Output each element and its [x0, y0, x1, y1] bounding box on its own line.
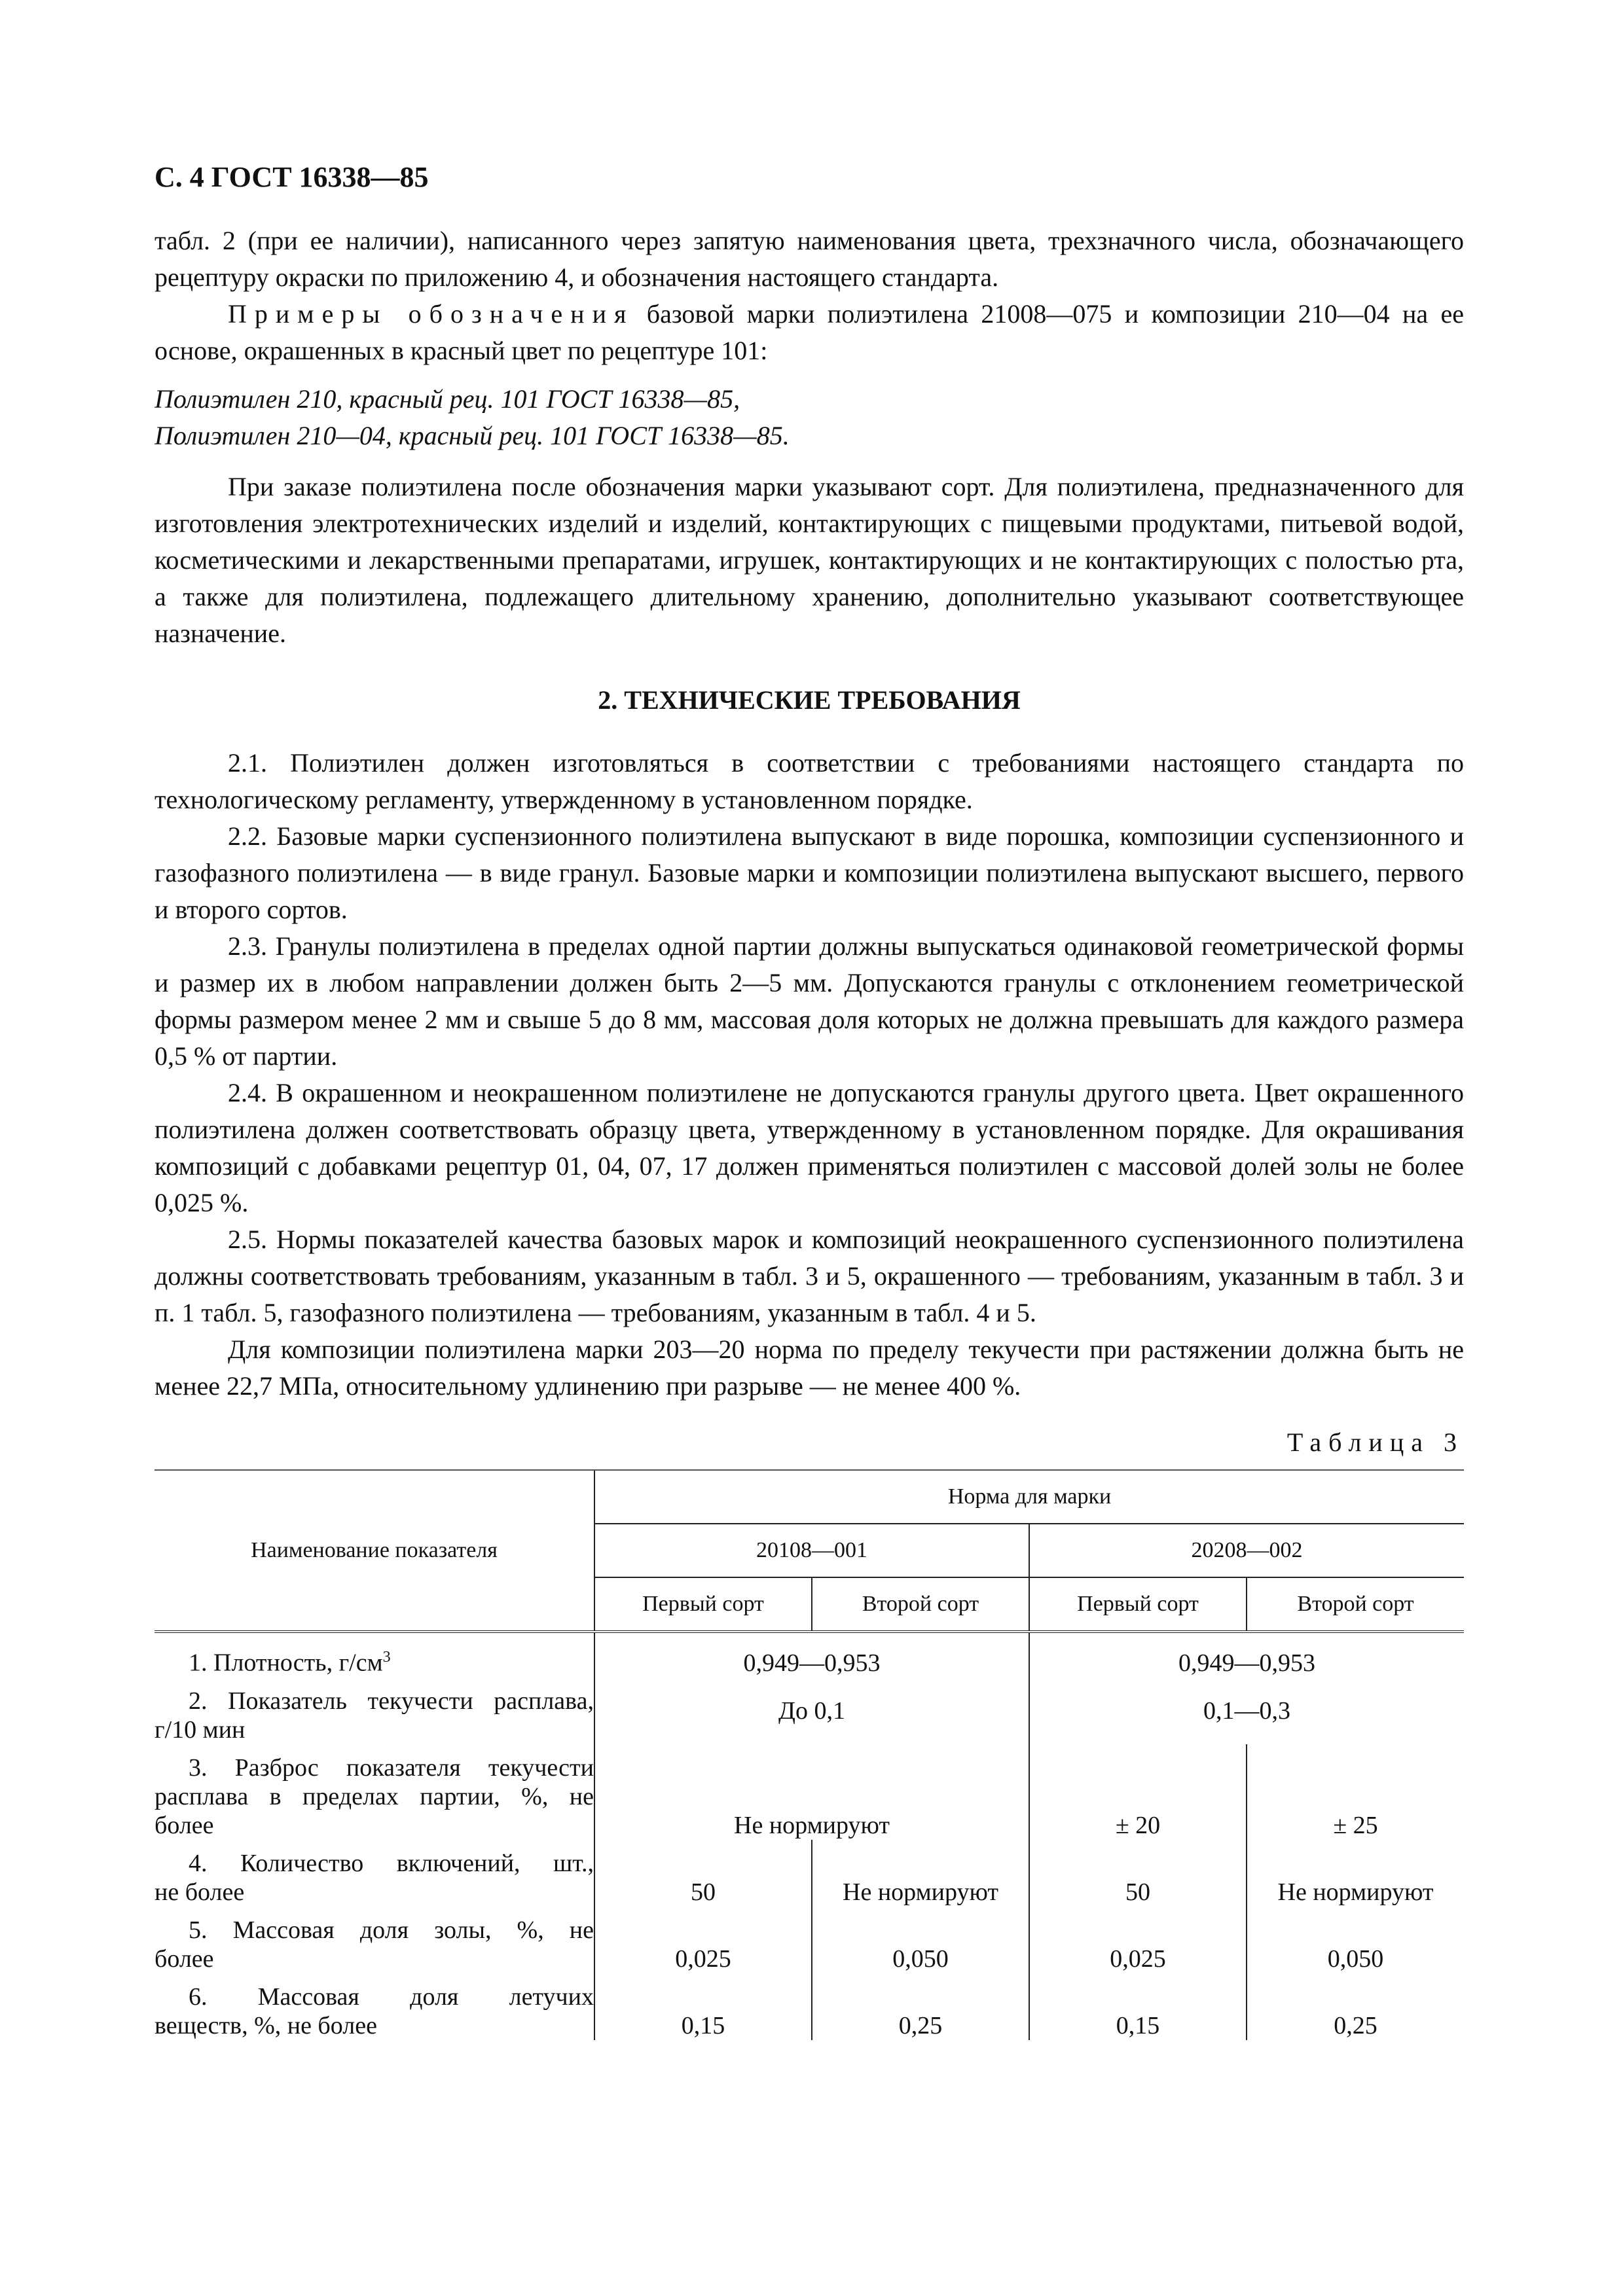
row-4-name: 4. Количество включений, шт., не более [155, 1850, 594, 1906]
row-2-name: 2. Показатель текучести расплава, г/10 мин [155, 1687, 594, 1744]
row-4-value-a2: Не нормируют [812, 1840, 1029, 1907]
paragraph-continuation: табл. 2 (при ее наличии), написанного через запятую наименования цвета, трехзначного числа, обозначающего рецептуру окраски по приложению 4, и обозначения настоящего стандарта. [155, 226, 1464, 292]
header-grade-a-sort-1: Первый сорт [594, 1577, 812, 1632]
row-1-name: 1. Плотность, $г/см^3$ [189, 1649, 391, 1677]
table-row [155, 1744, 1464, 1840]
row-6-value-b2: 0,25 [1247, 1973, 1464, 2040]
table-row [155, 1840, 1464, 1907]
clause-2-5-note: Для композиции полиэтилена марки 203—20 норма по пределу текучести при растяжении должна быть не менее 22,7 МПа, относительному удлинению при разрыве — не менее 400 %. [155, 1335, 1464, 1401]
clause-2-5: 2.5. Нормы показателей качества базовых марок и композиций неокрашенного суспензионного полиэтилена должны соответствовать требованиям, указанным в табл. 3 и 5, окрашенного — требованиям, указанным в табл. 3 и п. 1 табл. 5, газофазного полиэтилена — требованиям, указанным в табл. 4 и 5. [155, 1225, 1464, 1327]
clause-2-1: 2.1. Полиэтилен должен изготовляться в соответствии с требованиями настоящего стандарта по технологическому регламенту, утвержденному в установленном порядке. [155, 748, 1464, 814]
table-row [155, 1677, 1464, 1744]
row-6-name: 6. Массовая доля летучих веществ, %, не более [155, 1983, 594, 2039]
clause-2-3: 2.3. Гранулы полиэтилена в пределах одной партии должны выпускаться одинаковой геометрической формы и размер их в любом направлении должен быть 2—5 мм. Допускаются гранулы с отклонением геометрической формы размером менее 2 мм и свыше 5 до 8 мм, массовая доля которых не должна превышать для каждого размера 0,5 % от партии. [155, 931, 1464, 1071]
row-2-value-a: До 0,1 [594, 1677, 1029, 1744]
row-5-value-a2: 0,050 [812, 1907, 1029, 1973]
header-grade-b: 20208—002 [1029, 1524, 1464, 1577]
table-row [155, 1973, 1464, 2040]
row-6-value-b1: 0,15 [1029, 1973, 1247, 2040]
row-3-value-b2: ± 25 [1247, 1744, 1464, 1840]
paragraph-examples-intro [155, 296, 1464, 369]
row-5-name: 5. Массовая доля золы, %, не более [155, 1916, 594, 1973]
header-grade-a-sort-2: Второй сорт [812, 1577, 1029, 1632]
row-5-value-a1: 0,025 [594, 1907, 812, 1973]
row-3-value-b1: ± 20 [1029, 1744, 1247, 1840]
clause-2-2: 2.2. Базовые марки суспензионного полиэтилена выпускают в виде порошка, композиции суспензионного и газофазного полиэтилена — в виде гранул. Базовые марки и композиции полиэтилена выпускают высшего, первого и второго сортов. [155, 821, 1464, 924]
row-6-value-a2: 0,25 [812, 1973, 1029, 2040]
table-row [155, 1632, 1464, 1677]
row-4-value-b1: 50 [1029, 1840, 1247, 1907]
header-grade-a: 20108—001 [594, 1524, 1029, 1577]
paragraph-ordering: При заказе полиэтилена после обозначения марки указывают сорт. Для полиэтилена, предназначенного для изготовления электротехнических изделий и изделий, контактирующих с пищевыми продуктами, питьевой водой, косметическими и лекарственными препаратами, игрушек, контактирующих и не контактирующих с полостью рта, а также для полиэтилена, подлежащего длительному хранению, дополнительно указывают соответствующее назначение. [155, 472, 1464, 648]
row-4-value-b2: Не нормируют [1247, 1840, 1464, 1907]
examples-rest: базовой марки полиэтилена 21008—075 и композиции 210—04 на ее основе, окрашенных в красный цвет по рецептуре 101: [155, 299, 1464, 365]
header-grade-b-sort-1: Первый сорт [1029, 1577, 1247, 1632]
example-line-2: Полиэтилен 210—04, красный рец. 101 ГОСТ 16338—85. [155, 421, 790, 450]
row-5-value-b2: 0,050 [1247, 1907, 1464, 1973]
row-1-value-b: 0,949—0,953 [1029, 1632, 1464, 1677]
row-4-value-a1: 50 [594, 1840, 812, 1907]
header-norm: Норма для марки [594, 1470, 1464, 1524]
table-row [155, 1907, 1464, 1973]
body-text-top [155, 223, 1464, 1405]
page-header: С. 4 ГОСТ 16338—85 [155, 161, 429, 193]
table-caption: Таблица 3 [1286, 1427, 1464, 1457]
row-3-value-a: Не нормируют [594, 1744, 1029, 1840]
row-2-value-b: 0,1—0,3 [1029, 1677, 1464, 1744]
header-indicator-name: Наименование показателя [155, 1470, 594, 1632]
row-6-value-a1: 0,15 [594, 1973, 812, 2040]
header-grade-b-sort-2: Второй сорт [1247, 1577, 1464, 1632]
row-3-name: 3. Разброс показателя текучести расплава в пределах партии, %, не более [155, 1754, 594, 1839]
row-1-value-a: 0,949—0,953 [594, 1632, 1029, 1677]
table-3 [155, 1469, 1464, 2040]
section-title: 2. ТЕХНИЧЕСКИЕ ТРЕБОВАНИЯ [598, 685, 1021, 715]
examples-lead: Примеры обозначения [228, 299, 634, 329]
clause-2-4: 2.4. В окрашенном и неокрашенном полиэтилене не допускаются гранулы другого цвета. Цвет окрашенного полиэтилена должен соответствовать образцу цвета, утвержденному в установленном порядке. Для окрашивания композиций с добавками рецептур 01, 04, 07, 17 должен применяться полиэтилен с массовой долей золы не более 0,025 %. [155, 1078, 1464, 1217]
row-5-value-b1: 0,025 [1029, 1907, 1247, 1973]
example-line-1: Полиэтилен 210, красный рец. 101 ГОСТ 16338—85, [155, 384, 740, 414]
